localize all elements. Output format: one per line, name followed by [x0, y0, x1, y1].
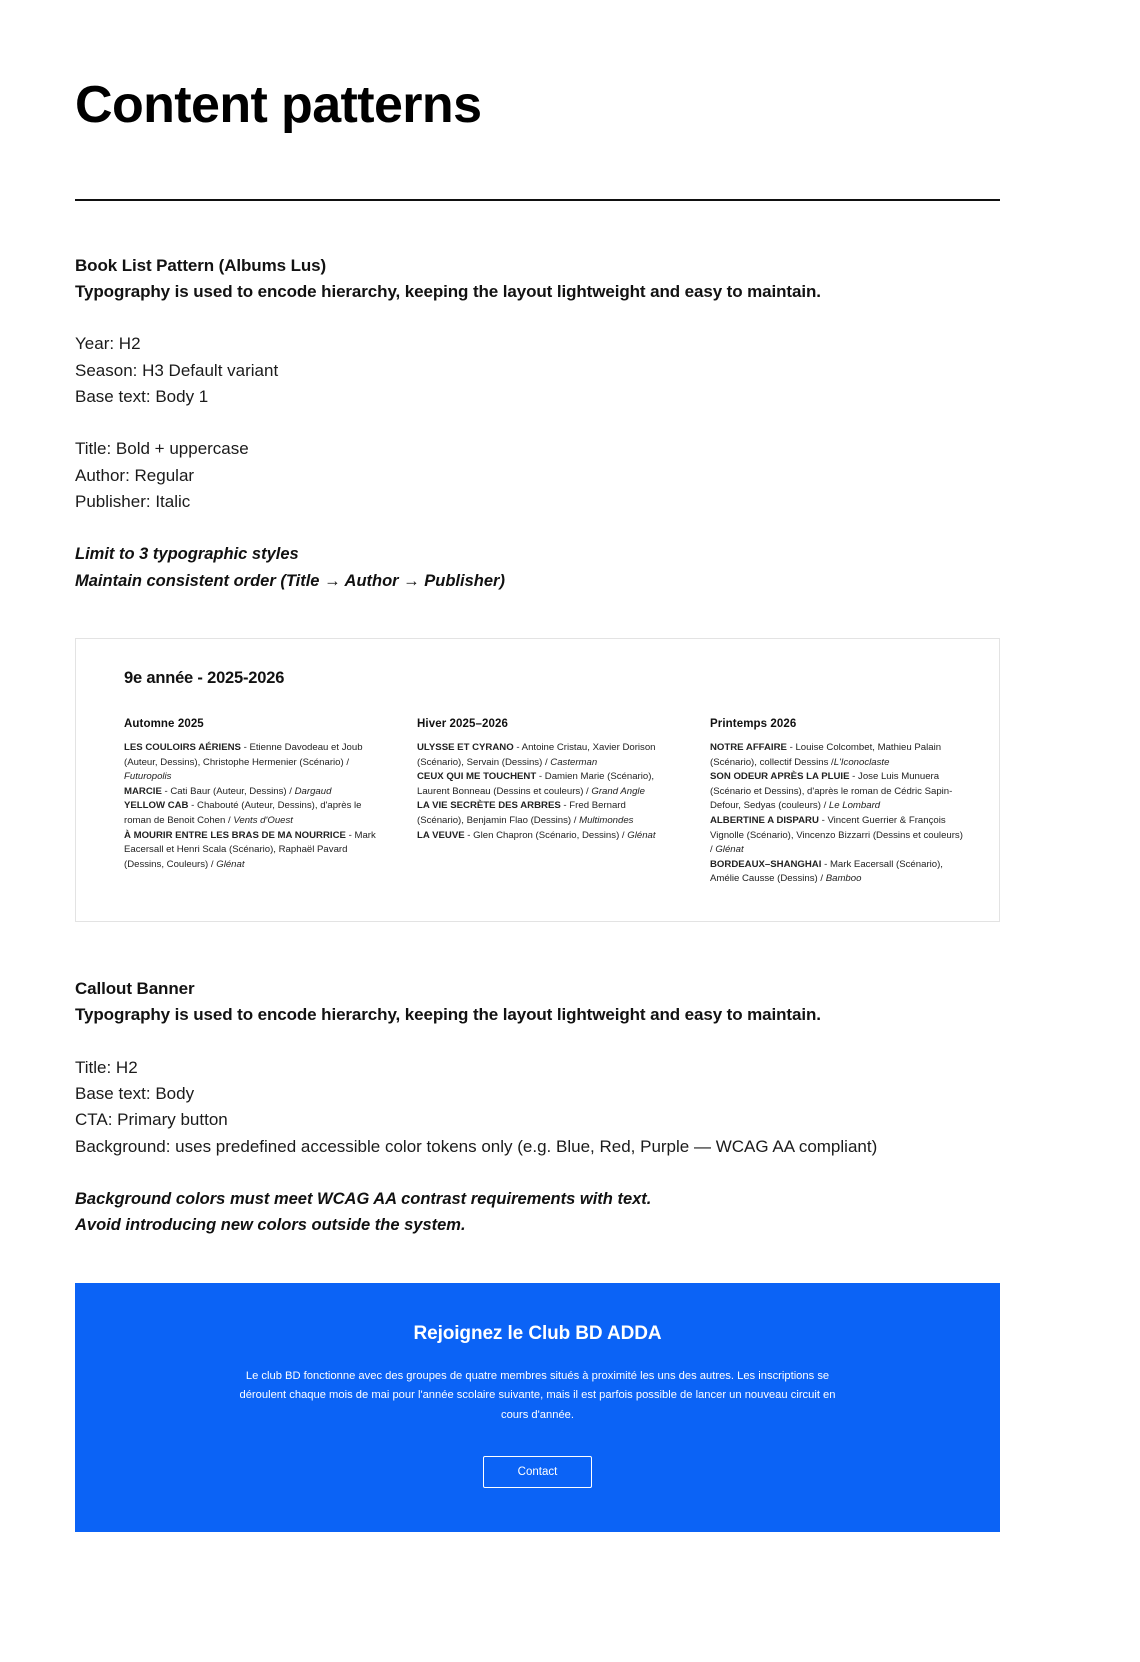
spec-rules-callout	[75, 1186, 1000, 1239]
book-credits: Cati Baur (Auteur, Dessins) /	[170, 785, 295, 797]
book-publisher: Grand Angle	[591, 785, 645, 797]
callout-body-text: Le club BD fonctionne avec des groupes de quatre membres situés à proximité les uns des autres. Les inscriptions se déroulent chaque mois de mai pour l'année scolaire suivante, mais il est parfois possible de lancer un nouveau circuit en cours d'année.	[239, 1369, 836, 1421]
book-title: NOTRE AFFAIRE	[710, 742, 787, 754]
book-separator: -	[536, 771, 545, 783]
book-separator: -	[188, 800, 198, 812]
book-entry	[124, 829, 379, 873]
book-title: ALBERTINE A DISPARU	[710, 815, 819, 827]
section-heading: Book List Pattern (Albums Lus)	[75, 255, 327, 275]
spec-rule: Limit to 3 typographic styles	[75, 545, 299, 564]
spec-item: Background: uses predefined accessible color tokens only (e.g. Blue, Red, Purple — WCAG AA compliant)	[75, 1136, 878, 1156]
book-publisher: Bamboo	[825, 873, 862, 885]
book-credits: Antoine Cristau, Xavier Dorison (Scénario), Servain (Dessins) /	[417, 742, 656, 768]
book-credits: Damien Marie (Scénario), Laurent Bonneau (Dessins et couleurs) /	[417, 771, 655, 797]
book-credits: Louise Colcombet, Mathieu Palain (Scénario), collectif Dessins /	[710, 742, 942, 768]
book-publisher: Glénat	[715, 844, 744, 856]
book-entry-list	[417, 741, 672, 843]
season-title: Automne 2025	[124, 718, 204, 731]
book-publisher: Glénat	[216, 858, 245, 870]
season-column-hiver	[417, 718, 672, 843]
book-separator: -	[786, 742, 796, 754]
book-separator: -	[345, 829, 355, 841]
book-credits: Jose Luis Munuera (Scénario et Dessins), d'après le roman de Cédric Sapin-Defour, Sedyas (couleurs) /	[710, 771, 953, 812]
spec-rule: Background colors must meet WCAG AA contrast requirements with text.	[75, 1189, 652, 1208]
callout-banner	[75, 1283, 1000, 1532]
spec-item: Base text: Body	[75, 1083, 195, 1103]
book-title: CEUX QUI ME TOUCHENT	[417, 771, 537, 783]
spec-list-styles	[75, 436, 1000, 515]
book-entry	[124, 741, 379, 785]
book-title: LES COULOIRS AÉRIENS	[124, 742, 241, 754]
book-credits: Vincent Guerrier & François Vignolle (Scénario), Vincenzo Bizzarri (Dessins et couleurs) /	[710, 815, 963, 856]
section-subheading: Typography is used to encode hierarchy, keeping the layout lightweight and easy to maintain.	[75, 1005, 821, 1025]
book-entry	[710, 858, 965, 887]
book-credits: Glen Chapron (Scénario, Dessins) /	[473, 829, 628, 841]
book-title: MARCIE	[124, 785, 162, 797]
spec-rules-book-list	[75, 541, 1000, 594]
book-list-year-heading: 9e année - 2025-2026	[124, 669, 285, 688]
book-title: YELLOW CAB	[124, 800, 189, 812]
section-subheading: Typography is used to encode hierarchy, keeping the layout lightweight and easy to maintain.	[75, 281, 821, 301]
spec-item: Title: H2	[75, 1057, 138, 1077]
book-separator: -	[818, 815, 828, 827]
book-entry	[417, 770, 672, 799]
book-credits: Etienne Davodeau et Joub (Auteur, Dessins), Christophe Hermenier (Scénario) /	[124, 742, 363, 768]
spec-item: CTA: Primary button	[75, 1110, 228, 1130]
book-title: ULYSSE ET CYRANO	[417, 742, 514, 754]
page-title: Content patterns	[75, 76, 482, 134]
book-title: LA VIE SECRÈTE DES ARBRES	[417, 800, 561, 812]
season-title: Printemps 2026	[710, 718, 797, 731]
book-separator: -	[513, 742, 522, 754]
book-separator: -	[849, 771, 859, 783]
spec-rule: Avoid introducing new colors outside the system.	[75, 1216, 466, 1235]
book-title: BORDEAUX–SHANGHAI	[710, 858, 822, 870]
book-publisher: Le Lombard	[828, 800, 881, 812]
book-publisher: Vents d'Ouest	[233, 815, 293, 827]
book-entry	[710, 741, 965, 770]
book-credits: Chabouté (Auteur, Dessins), d'après le roman de Benoit Cohen /	[124, 800, 362, 827]
season-column-automne	[124, 718, 379, 872]
book-publisher: Futuropolis	[124, 771, 172, 783]
book-publisher: Multimondes	[579, 815, 634, 827]
contact-button[interactable]: Contact	[483, 1456, 593, 1488]
book-publisher: Casterman	[550, 756, 598, 768]
book-entry	[124, 799, 379, 828]
book-entry	[417, 829, 672, 844]
book-entry-list	[710, 741, 965, 887]
book-title: SON ODEUR APRÈS LA PLUIE	[710, 771, 850, 783]
book-entry-list	[124, 741, 379, 872]
spec-item: Season: H3 Default variant	[75, 360, 279, 380]
section-book-list-pattern	[75, 253, 1000, 595]
book-publisher: Glénat	[627, 829, 656, 841]
book-separator: -	[560, 800, 570, 812]
section-heading: Callout Banner	[75, 978, 195, 998]
spec-item: Publisher: Italic	[75, 492, 191, 511]
season-title: Hiver 2025–2026	[417, 718, 509, 731]
book-title: À MOURIR ENTRE LES BRAS DE MA NOURRICE	[124, 829, 346, 841]
spec-list-callout	[75, 1055, 1000, 1160]
book-separator: -	[161, 785, 171, 797]
book-separator: -	[821, 858, 830, 870]
book-entry	[710, 770, 965, 814]
spec-item: Author: Regular	[75, 465, 195, 485]
book-list-columns	[124, 718, 965, 887]
book-entry	[417, 799, 672, 828]
book-list-card	[75, 638, 1000, 922]
section-callout-banner	[75, 976, 1000, 1239]
book-credits: Fred Bernard (Scénario), Benjamin Flao (Dessins) /	[417, 800, 626, 827]
book-title: LA VEUVE	[417, 829, 465, 841]
callout-title: Rejoignez le Club BD ADDA	[413, 1322, 662, 1344]
spec-item: Year: H2	[75, 334, 141, 354]
book-separator: -	[240, 742, 250, 754]
book-credits: Mark Eacersall (Scénario), Amélie Causse (Dessins) /	[710, 858, 943, 885]
book-entry	[417, 741, 672, 770]
book-entry	[124, 785, 379, 800]
book-credits: Mark Eacersall et Henri Scala (Scénario), Raphaël Pavard (Dessins, Couleurs) /	[124, 829, 376, 870]
book-publisher: Dargaud	[294, 785, 332, 797]
spec-rule: Maintain consistent order (Title → Author → Publisher)	[75, 571, 505, 590]
season-column-printemps	[710, 718, 965, 887]
spec-list-hierarchy	[75, 331, 1000, 410]
title-divider	[75, 199, 1000, 201]
book-separator: -	[464, 829, 474, 841]
spec-item: Base text: Body 1	[75, 386, 209, 406]
book-entry	[710, 814, 965, 858]
spec-item: Title: Bold + uppercase	[75, 439, 249, 459]
book-publisher: L'Iconoclaste	[833, 756, 890, 768]
